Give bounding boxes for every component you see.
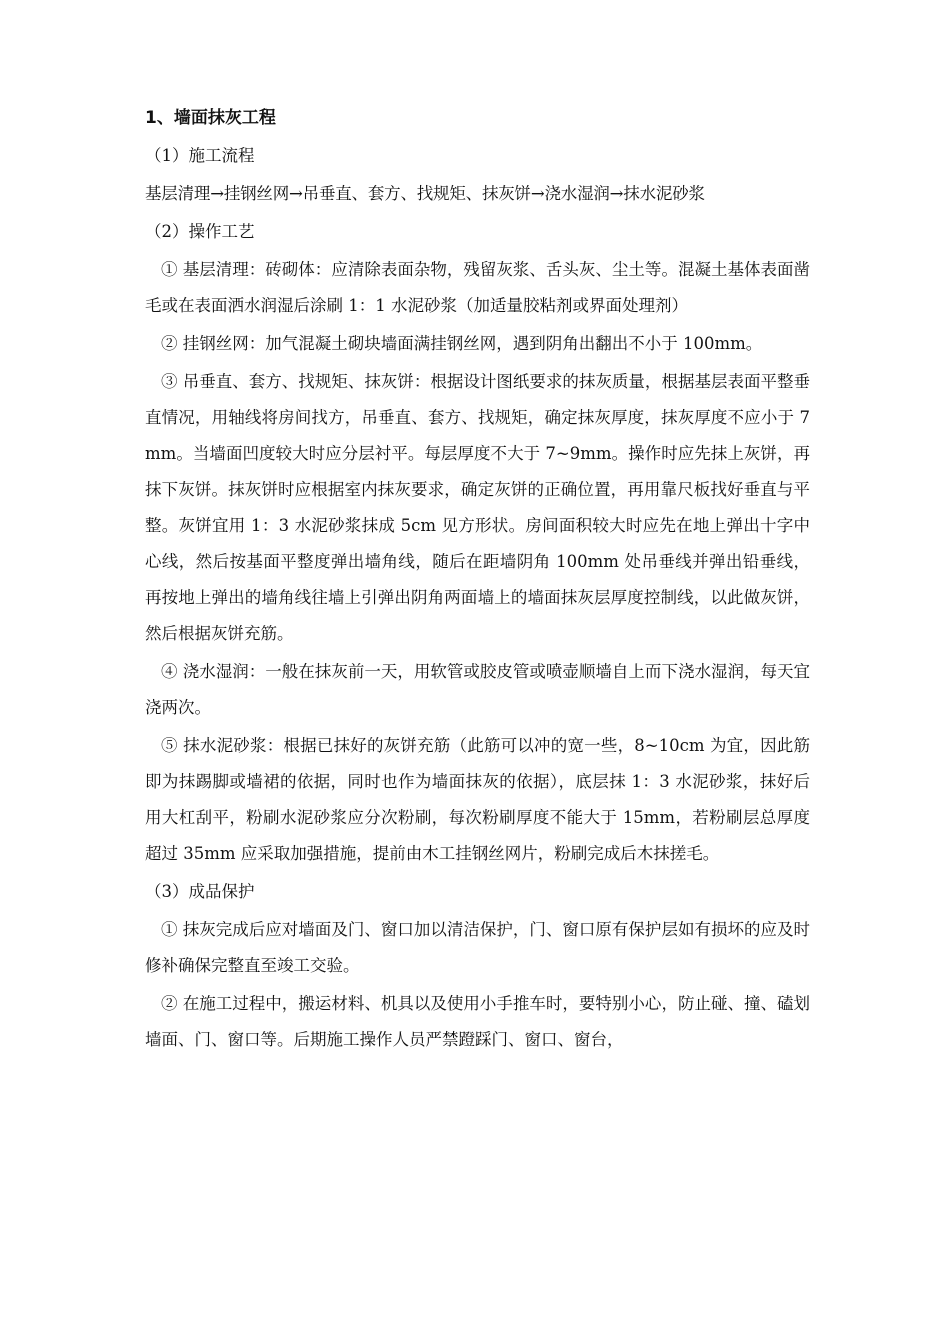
- craft-item-cement-mortar: ⑤ 抹水泥砂浆：根据已抹好的灰饼充筋（此筋可以冲的宽一些，8~10cm 为宜，因此筋即为抹踢脚或墙裙的依据，同时也作为墙面抹灰的依据），底层抹 1：3 水泥砂浆，抹好后用大杠刮平，粉刷水泥砂浆应分次粉刷，每次粉刷厚度不能大于 15mm，若粉刷层总厚度超过 35mm 应采取加强措施，提前由木工挂钢丝网片，粉刷完成后木抹搓毛。: [145, 736, 810, 863]
- craft-heading: （2）操作工艺: [145, 222, 255, 241]
- craft-item-steel-mesh: ② 挂钢丝网：加气混凝土砌块墙面满挂钢丝网，遇到阴角出翻出不小于 100mm。: [161, 334, 763, 353]
- process-heading: （1）施工流程: [145, 146, 255, 165]
- protection-heading: （3）成品保护: [145, 882, 255, 901]
- document-page: [145, 100, 810, 1060]
- section-title: 1、墙面抹灰工程: [145, 108, 276, 128]
- craft-item-base-cleaning: ① 基层清理：砖砌体：应清除表面杂物，残留灰浆、舌头灰、尘土等。混凝土基体表面凿毛或在表面洒水润湿后涂刷 1：1 水泥砂浆（加适量胶粘剂或界面处理剂）: [145, 260, 810, 315]
- craft-item-plumb-and-pads: ③ 吊垂直、套方、找规矩、抹灰饼：根据设计图纸要求的抹灰质量，根据基层表面平整垂直情况，用轴线将房间找方，吊垂直、套方、找规矩，确定抹灰厚度，抹灰厚度不应小于 7mm。当墙面凹度较大时应分层衬平。每层厚度不大于 7~9mm。操作时应先抹上灰饼，再抹下灰饼。抹灰饼时应根据室内抹灰要求，确定灰饼的正确位置，再用靠尺板找好垂直与平整。灰饼宜用 1：3 水泥砂浆抹成 5cm 见方形状。房间面积较大时应先在地上弹出十字中心线，然后按基面平整度弹出墙角线，随后在距墙阴角 100mm 处吊垂线并弹出铅垂线，再按地上弹出的墙角线往墙上引弹出阴角两面墙上的墙面抹灰层厚度控制线，以此做灰饼，然后根据灰饼充筋。: [145, 372, 810, 643]
- protection-item-handling: ② 在施工过程中，搬运材料、机具以及使用小手推车时，要特别小心，防止碰、撞、磕划墙面、门、窗口等。后期施工操作人员严禁蹬踩门、窗口、窗台，: [145, 994, 810, 1049]
- process-flow: 基层清理→挂钢丝网→吊垂直、套方、找规矩、抹灰饼→浇水湿润→抹水泥砂浆: [145, 184, 705, 203]
- craft-item-watering: ④ 浇水湿润：一般在抹灰前一天，用软管或胶皮管或喷壶顺墙自上而下浇水湿润，每天宜浇两次。: [145, 662, 810, 717]
- protection-item-cleaning: ① 抹灰完成后应对墙面及门、窗口加以清洁保护，门、窗口原有保护层如有损坏的应及时修补确保完整直至竣工交验。: [145, 920, 810, 975]
